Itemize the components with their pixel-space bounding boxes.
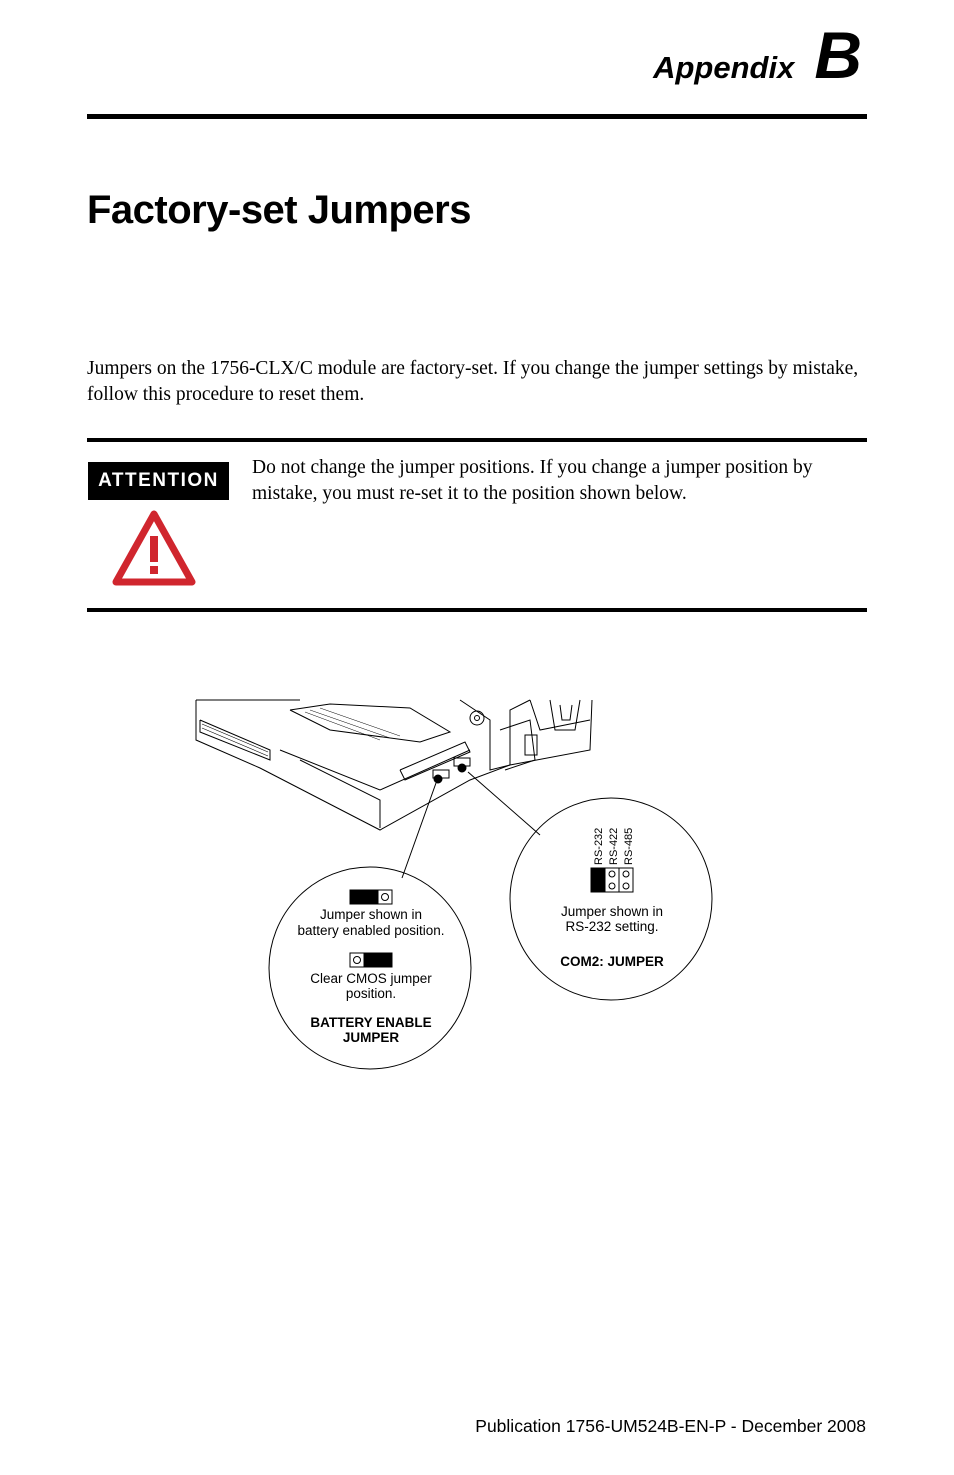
attention-text: Do not change the jumper positions. If you change a jumper position by mistake, you must re-set it to the position shown below. xyxy=(252,457,813,504)
appendix-letter: B xyxy=(814,18,862,92)
header-rule xyxy=(87,114,867,119)
battery-label-line1: BATTERY ENABLE xyxy=(310,1015,432,1030)
appendix-heading xyxy=(653,18,862,92)
com2-label: COM2: JUMPER xyxy=(560,954,664,969)
intro-paragraph: Jumpers on the 1756-CLX/C module are factory-set. If you change the jumper settings by mistake, follow this procedure to reset them. xyxy=(87,358,859,405)
clear-cmos-line1: Clear CMOS jumper xyxy=(310,971,432,986)
rs422-label: RS-422 xyxy=(608,827,620,865)
attention-top-rule xyxy=(87,438,867,442)
clear-cmos-line2: position. xyxy=(345,986,397,1001)
com2-callout xyxy=(510,798,712,1000)
rs232-label: RS-232 xyxy=(593,827,605,865)
battery-caption-line2: battery enabled position. xyxy=(297,923,445,938)
module-drawing xyxy=(196,700,592,830)
battery-caption-line1: Jumper shown in xyxy=(319,907,423,922)
battery-enable-callout xyxy=(269,867,471,1069)
jumper-diagram xyxy=(180,690,740,1070)
rs485-label: RS-485 xyxy=(623,827,635,865)
warning-triangle-icon xyxy=(110,508,198,588)
com2-caption-line1: Jumper shown in xyxy=(560,904,664,919)
appendix-word: Appendix xyxy=(653,50,795,85)
com2-caption-line2: RS-232 setting. xyxy=(565,919,659,934)
page-title: Factory-set Jumpers xyxy=(87,188,471,232)
attention-bottom-rule xyxy=(87,608,867,612)
battery-label-line2: JUMPER xyxy=(342,1030,400,1045)
publication-footer: Publication 1756-UM524B-EN-P - December 2008 xyxy=(475,1416,866,1436)
attention-badge: ATTENTION xyxy=(88,462,229,500)
